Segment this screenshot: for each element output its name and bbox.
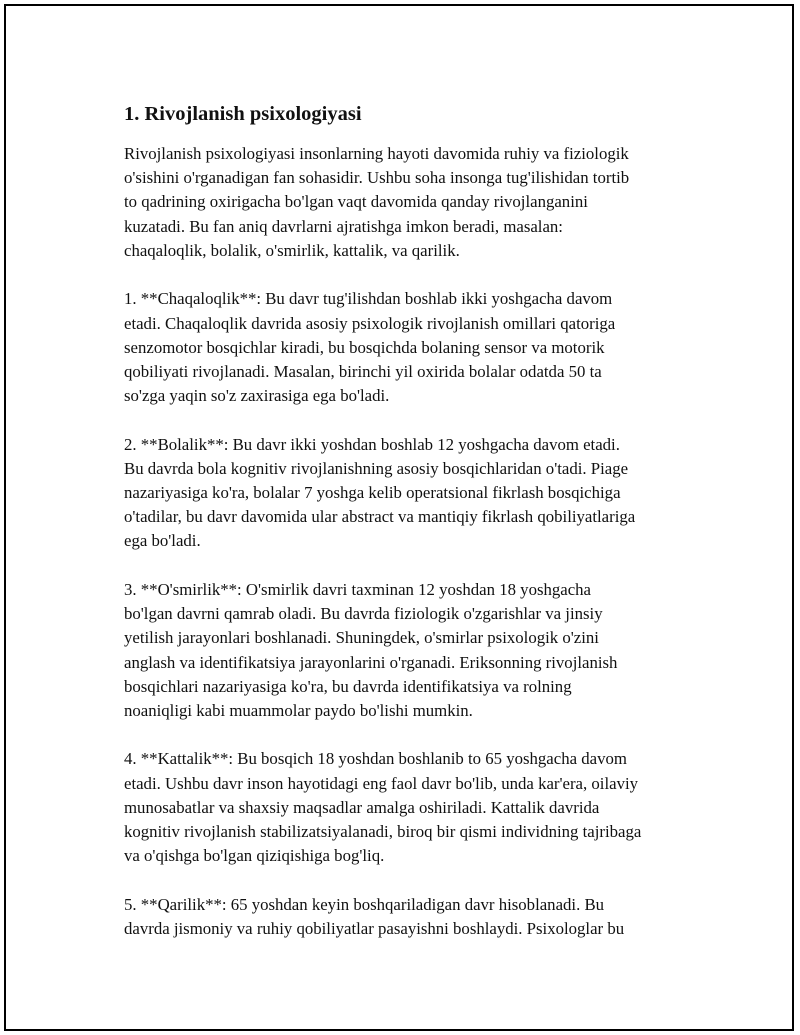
text-line: anglash va identifikatsiya jarayonlarini o'rganadi. Eriksonning rivojlanish [124, 652, 618, 672]
text-line: 1. **Chaqaloqlik**: Bu davr tug'ilishdan boshlab ikki yoshgacha davom [124, 289, 613, 309]
text-line: bo'lgan davrni qamrab oladi. Bu davrda fiziologik o'zgarishlar va jinsiy [124, 604, 603, 624]
section-paragraph-adolescence [124, 578, 724, 723]
text-line: kuzatadi. Bu fan aniq davrlarni ajratishga imkon beradi, masalan: [124, 216, 563, 236]
text-line: o'tadilar, bu davr davomida ular abstract va mantiqiy fikrlash qobiliyatlariga [124, 507, 636, 527]
text-line: va o'qishga bo'lgan qiziqishiga bog'liq. [124, 846, 385, 866]
section-paragraph-old-age [124, 893, 724, 941]
text-line: o'sishini o'rganadigan fan sohasidir. Ushbu soha insonga tug'ilishidan tortib [124, 168, 630, 188]
text-line: senzomotor bosqichlar kiradi, bu bosqichda bolaning sensor va motorik [124, 337, 605, 357]
text-line: munosabatlar va shaxsiy maqsadlar amalga oshiriladi. Kattalik davrida [124, 797, 600, 817]
text-line: nazariyasiga ko'ra, bolalar 7 yoshga kelib operatsional fikrlash bosqichiga [124, 483, 621, 503]
text-line: noaniqligi kabi muammolar paydo bo'lishi mumkin. [124, 700, 473, 720]
text-line: etadi. Chaqaloqlik davrida asosiy psixologik rivojlanish omillari qatoriga [124, 313, 616, 333]
section-paragraph-infancy [124, 287, 724, 408]
section-paragraph-adulthood [124, 747, 724, 868]
text-line: etadi. Ushbu davr inson hayotidagi eng faol davr bo'lib, unda kar'era, oilaviy [124, 773, 639, 793]
document-body [124, 102, 724, 965]
text-line: 3. **O'smirlik**: O'smirlik davri taxminan 12 yoshdan 18 yoshgacha [124, 579, 592, 599]
text-line: to qadrining oxirigacha bo'lgan vaqt davomida qanday rivojlanganini [124, 192, 588, 212]
text-line: kognitiv rivojlanish stabilizatsiyalanadi, biroq bir qismi individning tajribaga [124, 822, 642, 842]
text-line: 5. **Qarilik**: 65 yoshdan keyin boshqariladigan davr hisoblanadi. Bu [124, 894, 605, 914]
text-line: 4. **Kattalik**: Bu bosqich 18 yoshdan boshlanib to 65 yoshgacha davom [124, 749, 627, 769]
text-line: yetilish jarayonlari boshlanadi. Shuningdek, o'smirlar psixologik o'zini [124, 628, 599, 648]
text-line: 2. **Bolalik**: Bu davr ikki yoshdan boshlab 12 yoshgacha davom etadi. [124, 434, 620, 454]
text-line: qobiliyati rivojlanadi. Masalan, birinchi yil oxirida bolalar odatda 50 ta [124, 361, 602, 381]
text-line: Bu davrda bola kognitiv rivojlanishning asosiy bosqichlaridan o'tadi. Piage [124, 458, 629, 478]
text-line: davrda jismoniy va ruhiy qobiliyatlar pasayishni boshlaydi. Psixologlar bu [124, 918, 625, 938]
text-line: so'zga yaqin so'z zaxirasiga ega bo'ladi. [124, 386, 390, 406]
text-line: bosqichlari nazariyasiga ko'ra, bu davrda identifikatsiya va rolning [124, 676, 572, 696]
page-title: 1. Rivojlanish psixologiyasi [124, 103, 362, 125]
text-line: chaqaloqlik, bolalik, o'smirlik, kattalik, va qarilik. [124, 240, 460, 260]
page-frame [4, 4, 794, 1031]
section-paragraph-childhood [124, 433, 724, 554]
text-line: Rivojlanish psixologiyasi insonlarning hayoti davomida ruhiy va fiziologik [124, 144, 629, 163]
intro-paragraph [124, 142, 724, 263]
text-line: ega bo'ladi. [124, 531, 201, 551]
